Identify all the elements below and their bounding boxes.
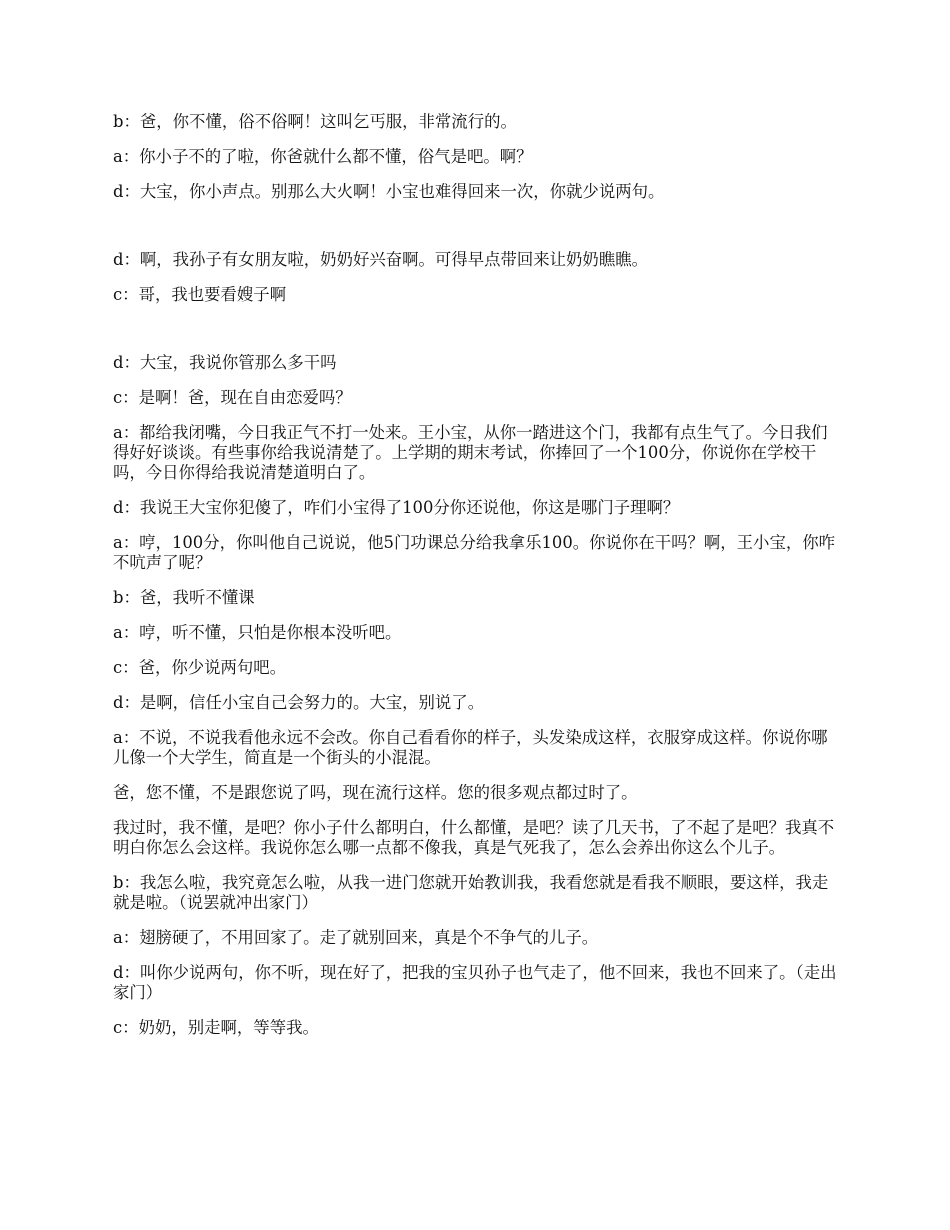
dialogue-line: c：爸，你少说两句吧。 bbox=[113, 658, 287, 677]
dialogue-line: d：啊，我孙子有女朋友啦，奶奶好兴奋啊。可得早点带回来让奶奶瞧瞧。 bbox=[113, 250, 648, 269]
dialogue-line: a：你小子不的了啦，你爸就什么都不懂，俗气是吧。啊？ bbox=[113, 147, 533, 166]
dialogue-line: a：不说，不说我看他永远不会改。你自己看看你的样子，头发染成这样，衣服穿成这样。你说你哪儿像一个大学生，简直是一个街头的小混混。 bbox=[113, 728, 828, 767]
dialogue-line: c：是啊！爸，现在自由恋爱吗？ bbox=[113, 388, 352, 407]
paragraph-gap bbox=[113, 320, 841, 353]
dialogue-line: 爸，您不懂，不是跟您说了吗，现在流行这样。您的很多观点都过时了。 bbox=[113, 783, 638, 802]
dialogue-line: d：我说王大宝你犯傻了，咋们小宝得了100分你还说他，你这是哪门子理啊？ bbox=[113, 498, 680, 517]
dialogue-line: d：是啊，信任小宝自己会努力的。大宝，别说了。 bbox=[113, 693, 485, 712]
dialogue-line: a：哼，听不懂，只怕是你根本没听吧。 bbox=[113, 623, 402, 642]
document-body bbox=[113, 112, 841, 1053]
dialogue-line: a：哼，100分，你叫他自己说说，他5门功课总分给我拿乐100。你说你在干吗？啊，王小宝，你咋不吭声了呢？ bbox=[113, 533, 836, 572]
dialogue-line: d：大宝，你小声点。别那么大火啊！小宝也难得回来一次，你就少说两句。 bbox=[113, 182, 665, 201]
dialogue-line: d：叫你少说两句，你不听，现在好了，把我的宝贝孙子也气走了，他不回来，我也不回来了。（走出家门） bbox=[113, 963, 837, 1002]
paragraph-gap bbox=[113, 217, 841, 250]
dialogue-line: a：翅膀硬了，不用回家了。走了就别回来，真是个不争气的儿子。 bbox=[113, 928, 599, 947]
dialogue-line: b：我怎么啦，我究竟怎么啦，从我一进门您就开始教训我，我看您就是看我不顺眼，要这样，我走就是啦。（说罢就冲出家门） bbox=[113, 873, 829, 912]
dialogue-line: 我过时，我不懂，是吧？你小子什么都明白，什么都懂，是吧？读了几天书，了不起了是吧？我真不明白你怎么会这样。我说你怎么哪一点都不像我，真是气死我了，怎么会养出你这么个儿子。 bbox=[113, 818, 835, 857]
dialogue-line: c：哥，我也要看嫂子啊 bbox=[113, 285, 287, 304]
dialogue-line: d：大宝，我说你管那么多干吗 bbox=[113, 353, 337, 372]
dialogue-line: c：奶奶，别走啊，等等我。 bbox=[113, 1018, 319, 1037]
dialogue-line: a：都给我闭嘴，今日我正气不打一处来。王小宝，从你一踏进这个门，我都有点生气了。今日我们得好好谈谈。有些事你给我说清楚了。上学期的期末考试，你捧回了一个100分，你说你在学校干吗，今日你得给我说清楚道明白了。 bbox=[113, 423, 828, 482]
dialogue-line: b：爸，我听不懂课 bbox=[113, 588, 255, 607]
dialogue-line: b：爸，你不懂，俗不俗啊！这叫乞丐服，非常流行的。 bbox=[113, 112, 517, 131]
